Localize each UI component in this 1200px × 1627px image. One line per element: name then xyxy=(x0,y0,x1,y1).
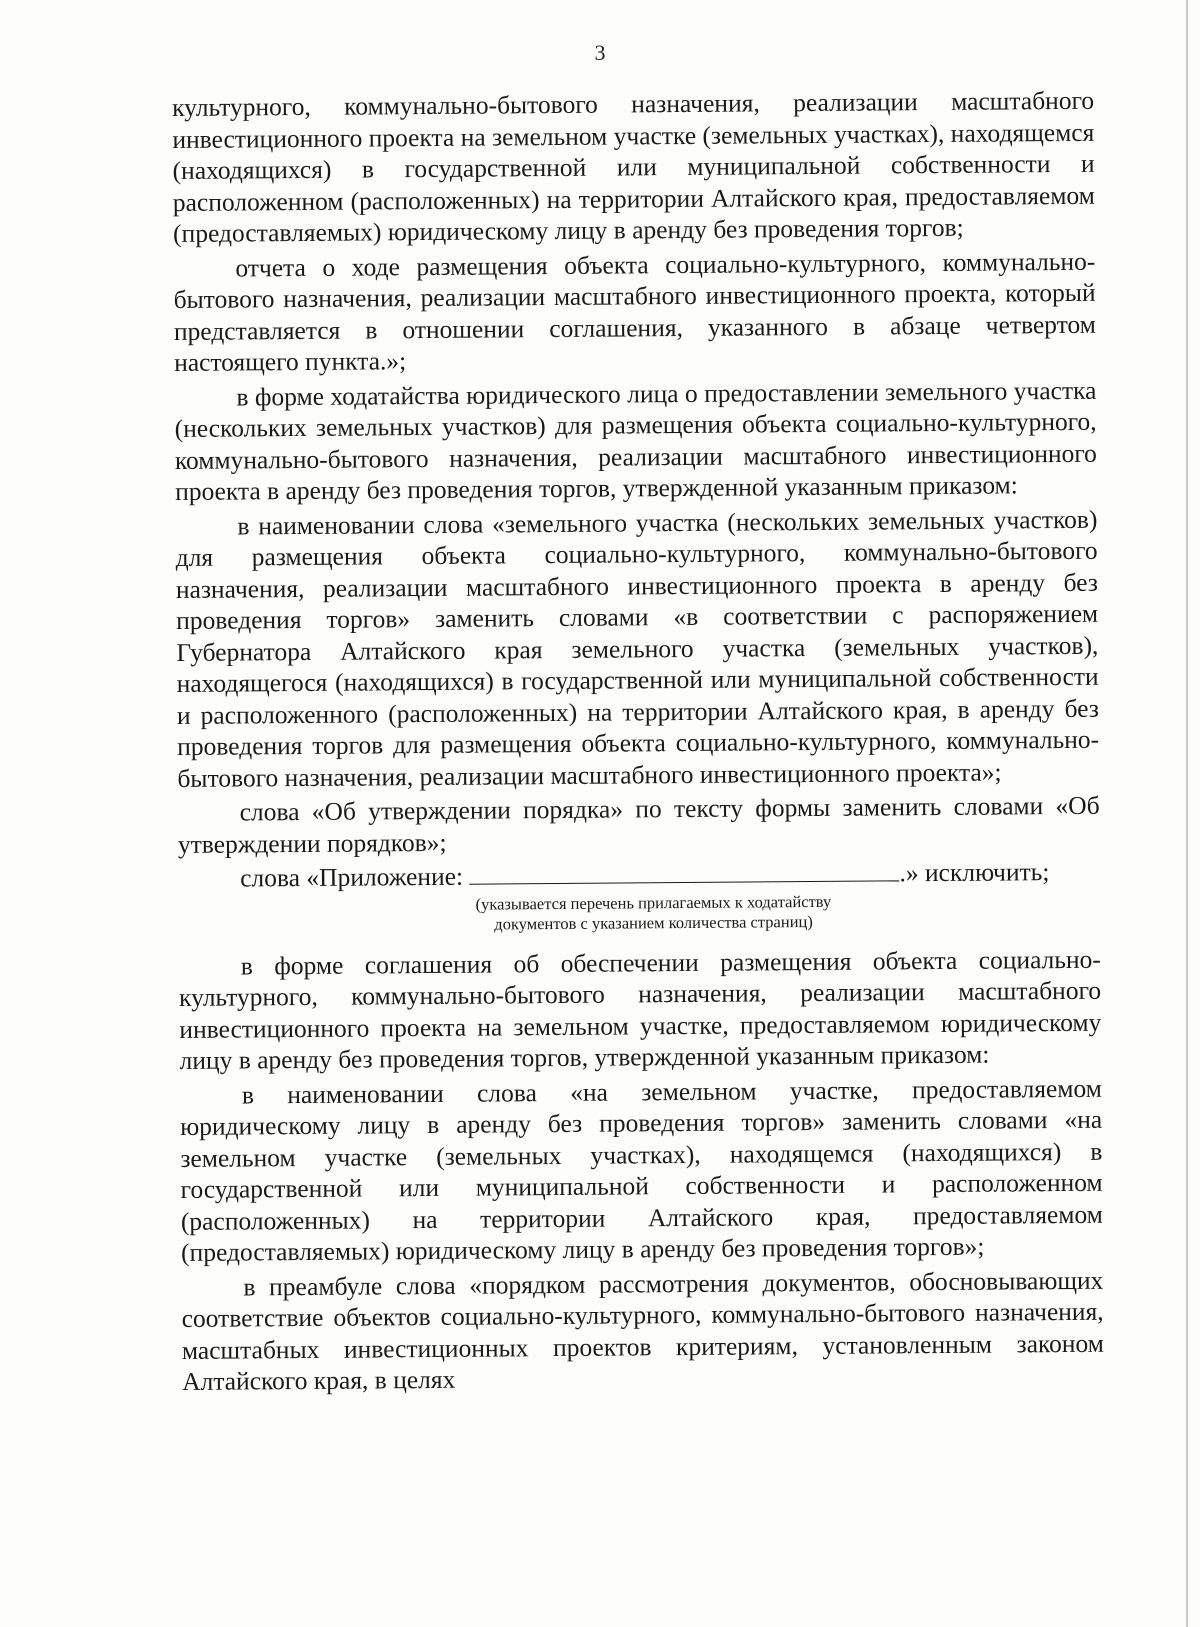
attachment-footnote xyxy=(418,891,888,935)
footnote-line-2: документов с указанием количества страниц) xyxy=(494,911,813,933)
document-body xyxy=(172,85,1104,1401)
paragraph-petition-form: в форме ходатайства юридического лица о предоставлении земельного участка (нескольких земельных участков) для размещения объекта социально-культурного, коммунально-бытового назначения, реализации масштабного инвестиционного проекта в аренду без проведения торгов, утвержденной указанным приказом: xyxy=(174,375,1097,506)
page-number: 3 xyxy=(594,40,606,65)
paragraph-preamble: в преамбуле слова «порядком рассмотрения документов, обосновывающих соответствие объектов социально-культурного, коммунально-бытового назначения, масштабных инвестиционных проектов критериям, установленным законом Алтайского края, в целях xyxy=(181,1265,1104,1396)
page-edge-shadow xyxy=(1186,0,1188,1627)
paragraph-procedure-words: слова «Об утверждении порядка» по тексту формы заменить словами «Об утверждении порядков»; xyxy=(177,790,1100,859)
paragraph-petition-title: в наименовании слова «земельного участка (нескольких земельных участков) для размещения объекта социально-культурного, коммунально-бытового назначения, реализации масштабного инвестиционного проекта в аренду без проведения торгов» заменить словами «в соответствии с распоряжением Губернатора Алтайского края земельного участка (земельных участков), находящегося (находящихся) в государственной или муниципальной собственности и расположенного (расположенных) на территории Алтайского края, в аренду без проведения торгов для размещения объекта социально-культурного, коммунально-бытового назначения, реализации масштабного инвестиционного проекта»; xyxy=(175,504,1100,793)
attachment-line xyxy=(178,856,1100,895)
paragraph-continuation: культурного, коммунально-бытового назначения, реализации масштабного инвестиционного проекта на земельном участке (земельных участках), находящемся (находящихся) в государственной или муниципальной собственности и расположенном (расположенных) на территории Алтайского края, предоставляемом (предоставляемых) юридическому лицу в аренду без проведения торгов; xyxy=(172,85,1095,248)
attachment-suffix: .» исключить; xyxy=(899,857,1050,888)
paragraph-agreement-title: в наименовании слова «на земельном участке, предоставляемом юридическому лицу в аренду без проведения торгов» заменить словами «на земельном участке (земельных участках), находящемся (находящихся) в государственной или муниципальной собственности и расположенном (расположенных) на территории Алтайского края, предоставляемом (предоставляемых) юридическому лицу в аренду без проведения торгов»; xyxy=(180,1073,1103,1267)
footnote-line-1: (указывается перечень прилагаемых к ходатайству xyxy=(475,891,832,914)
paragraph-agreement-form: в форме соглашения об обеспечении размещения объекта социально-культурного, коммунально-бытового назначения, реализации масштабного инвестиционного проекта на земельном участке, предоставляемом юридическому лицу в аренду без проведения торгов, утвержденной указанным приказом: xyxy=(178,944,1102,1075)
attachment-blank-line xyxy=(469,860,899,884)
paragraph-report: отчета о ходе размещения объекта социально-культурного, коммунально-бытового назначения, реализации масштабного инвестиционного проекта, который представляется в отношении соглашения, указанного в абзаце четвертом настоящего пункта.»; xyxy=(173,246,1096,377)
attachment-prefix: слова «Приложение: xyxy=(240,861,464,893)
